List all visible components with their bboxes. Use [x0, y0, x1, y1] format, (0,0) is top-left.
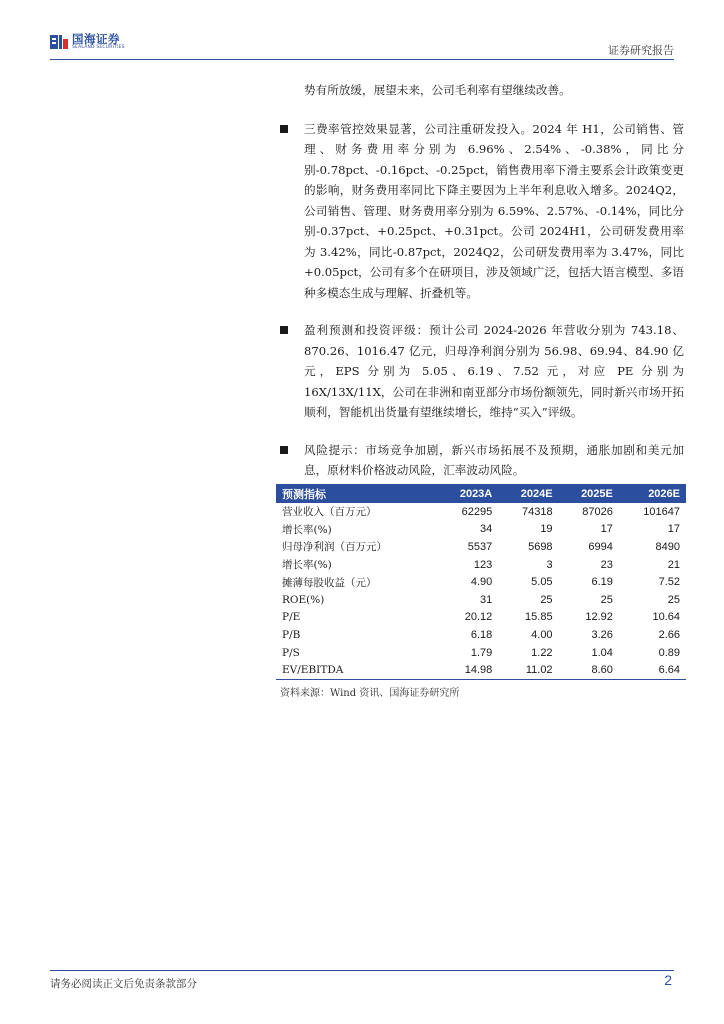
- bullet-square-icon: [280, 326, 288, 334]
- table-cell: 4.00: [531, 628, 553, 641]
- table-row-label: 摊薄每股收益（元）: [282, 576, 377, 589]
- table-cell: 23: [600, 558, 613, 571]
- table-row-label: EV/EBITDA: [276, 661, 437, 679]
- table-header-cell: 2023A: [437, 484, 498, 503]
- company-logo: [50, 32, 125, 52]
- bullet-expense: [280, 119, 684, 304]
- logo-name-en: SEALAND SECURITIES: [72, 45, 125, 50]
- page-number: 2: [664, 972, 672, 988]
- table-header-cell: 2025E: [559, 484, 619, 503]
- table-cell: 5698: [528, 540, 553, 553]
- table-cell: 5.05: [531, 576, 553, 589]
- table-cell: 19: [540, 523, 553, 536]
- table-cell: 101647: [643, 505, 680, 518]
- table-row: [276, 573, 686, 591]
- table-cell: 1.04: [591, 646, 613, 659]
- forecast-table: [276, 484, 686, 680]
- table-cell: 0.89: [658, 646, 680, 659]
- table-cell: 15.85: [525, 611, 553, 624]
- paragraph-forecast: 盈利预测和投资评级：预计公司 2024-2026 年营收分别为 743.18、870.26、1016.47 亿元，归母净利润分别为 56.98、69.94、84.90 亿元，EPS 分别为 5.05、6.19、7.52 元，对应 PE 分别为 16X/13X/11X，公司在非洲和南亚部分市场份额领先，同时新兴市场开拓顺利，智能机出货量有望继续增长，维持“买入”评级。: [304, 323, 684, 419]
- table-row-label: 归母净利润（百万元）: [282, 541, 387, 554]
- table-cell: 25: [540, 593, 553, 606]
- table-cell: 123: [473, 558, 493, 571]
- table-row: [276, 538, 686, 556]
- table-row-label: P/S: [282, 646, 300, 659]
- bullet-square-icon: [280, 125, 288, 133]
- table-cell: 17: [667, 523, 680, 536]
- table-row: [276, 661, 686, 679]
- table-cell: 6994: [588, 540, 613, 553]
- table-cell: 1.79: [470, 646, 493, 659]
- table-cell: 8.60: [559, 661, 619, 679]
- paragraph-risk: 风险提示：市场竞争加剧，新兴市场拓展不及预期，通胀加剧和美元加息，原材料价格波动风险，汇率波动风险。: [304, 442, 684, 477]
- table-cell: 6.19: [591, 576, 613, 589]
- table-cell: 2.66: [658, 628, 680, 641]
- footer-disclaimer: 请务必阅读正文后免责条款部分: [50, 978, 197, 990]
- table-row: [276, 626, 686, 644]
- table-row: [276, 521, 686, 539]
- table-cell: 10.64: [652, 611, 680, 624]
- table-row: [276, 503, 686, 521]
- header-divider: [50, 59, 674, 60]
- table-cell: 3.26: [591, 628, 613, 641]
- table-cell: 4.90: [470, 576, 493, 589]
- table-row-label: P/E: [282, 611, 301, 624]
- table-header-row: [276, 484, 686, 503]
- table-cell: 34: [480, 523, 493, 536]
- logo-name-cn: 国海证券: [72, 32, 120, 46]
- bullet-forecast: [280, 320, 684, 423]
- table-row-label: P/B: [282, 628, 301, 641]
- table-cell: 62295: [461, 505, 493, 518]
- table-row: [276, 591, 686, 609]
- table-row-label: 增长率(%): [282, 559, 332, 572]
- table-cell: 12.92: [585, 611, 613, 624]
- table-cell: 87026: [582, 505, 613, 518]
- paragraph-continuation: 势有所放缓，展望未来，公司毛利率有望继续改善。: [304, 83, 571, 97]
- main-content: [280, 80, 684, 481]
- bullet-risk: [280, 440, 684, 481]
- table-row: [276, 644, 686, 662]
- table-cell: 11.02: [498, 661, 558, 679]
- table-cell: 21: [667, 558, 680, 571]
- table-cell: 25: [600, 593, 613, 606]
- table-row-label: ROE(%): [282, 593, 325, 606]
- table-row-label: 增长率(%): [282, 523, 332, 536]
- table-header-cell: 2026E: [619, 484, 686, 503]
- logo-icon: [50, 33, 68, 51]
- table-cell: 7.52: [658, 576, 680, 589]
- table-cell: 31: [480, 593, 493, 606]
- table-cell: 17: [600, 523, 613, 536]
- table-cell: 1.22: [531, 646, 553, 659]
- forecast-table-section: [276, 484, 686, 699]
- table-header-cell: 预测指标: [276, 484, 437, 503]
- table-row: [276, 609, 686, 627]
- table-row: [276, 556, 686, 574]
- table-source-note: 资料来源：Wind 资讯、国海证券研究所: [280, 687, 460, 699]
- table-cell: 25: [667, 593, 680, 606]
- table-header-cell: 2024E: [498, 484, 558, 503]
- table-cell: 74318: [521, 505, 553, 518]
- page-header: [0, 0, 724, 64]
- report-type-label: 证券研究报告: [608, 44, 674, 57]
- table-cell: 6.18: [470, 628, 493, 641]
- table-row-label: 营业收入（百万元）: [282, 506, 377, 519]
- table-cell: 14.98: [437, 661, 498, 679]
- table-cell: 3: [546, 558, 553, 571]
- paragraph-expense: 三费率管控效果显著，公司注重研发投入。2024 年 H1，公司销售、管理、财务费用率分别为 6.96%、2.54%、-0.38%，同比分别-0.78pct、-0.16pct、-0.25pct，销售费用率下滑主要系会计政策变更的影响，财务费用率同比下降主要因为上半年利息收入增多。2024Q2，公司销售、管理、财务费用率分别为 6.59%、2.57%、-0.14%，同比分别-0.37pct、+0.25pct、+0.31pct。公司 2024H1，公司研发费用率为 3.42%，同比-0.87pct，2024Q2，公司研发费用率为 3.47%，同比+0.05pct，公司有多个在研项目，涉及领域广泛，包括大语言模型、多语种多模态生成与理解、折叠机等。: [304, 121, 684, 300]
- bullet-square-icon: [280, 446, 288, 454]
- table-cell: 5537: [467, 540, 493, 553]
- table-cell: 20.12: [464, 611, 493, 624]
- table-cell: 6.64: [619, 661, 686, 679]
- table-cell: 8490: [655, 540, 680, 553]
- footer-divider: [50, 970, 674, 971]
